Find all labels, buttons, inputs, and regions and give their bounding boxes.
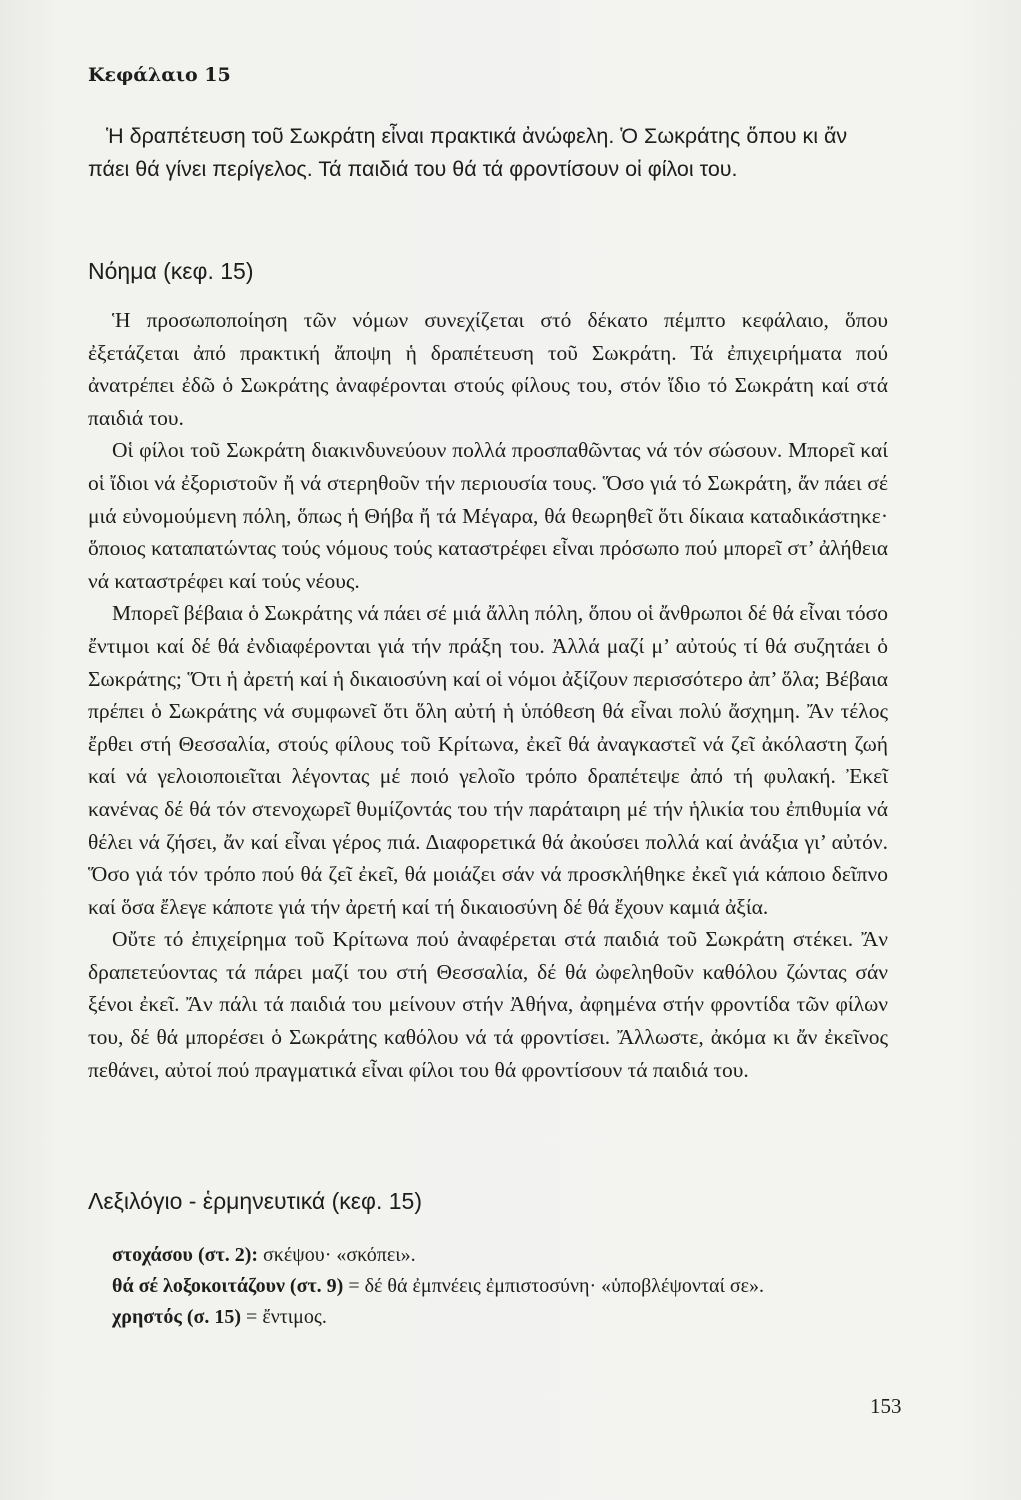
glossary-definition: = δέ θά ἐμπνέεις ἐμπιστοσύνη· «ὑποβλέψονταί σε». <box>343 1275 765 1297</box>
noima-body <box>88 304 888 1086</box>
glossary-entry <box>88 1240 888 1271</box>
glossary-term: στοχάσου (στ. 2): <box>112 1244 259 1266</box>
glossary-term: χρηστός (σ. 15) <box>112 1306 242 1328</box>
paragraph: Οἱ φίλοι τοῦ Σωκράτη διακινδυνεύουν πολλά προσπαθῶντας νά τόν σώσουν. Μπορεῖ καί οἱ ἴδιοι νά ἐξοριστοῦν ἤ νά στερηθοῦν τήν περιουσία τους. Ὅσο γιά τό Σωκράτη, ἄν πάει σέ μιά εὐνομούμενη πόλη, ὅπως ἡ Θήβα ἤ τά Μέγαρα, θά θεωρηθεῖ ὅτι δίκαια καταδικάστηκε· ὅποιος καταπατώντας τούς νόμους τούς καταστρέφει εἶναι πρόσωπο πού μπορεῖ στ’ ἀλήθεια νά καταστρέφει καί τούς νέους. <box>88 438 888 593</box>
glossary-entry <box>88 1271 888 1302</box>
chapter-label: Κεφάλαιο 15 <box>88 64 231 86</box>
lexilogio-heading: Λεξιλόγιο - ἑρμηνευτικά (κεφ. 15) <box>88 1188 422 1214</box>
glossary-term: θά σέ λοξοκοιτάζουν (στ. 9) <box>112 1275 344 1297</box>
glossary <box>88 1240 888 1333</box>
glossary-definition: σκέψου· «σκόπει». <box>258 1244 416 1266</box>
glossary-definition: = ἔντιμος. <box>241 1306 327 1328</box>
paragraph: Ἡ προσωποποίηση τῶν νόμων συνεχίζεται στό δέκατο πέμπτο κεφάλαιο, ὅπου ἐξετάζεται ἀπό πρακτική ἄποψη ἡ δραπέτευση τοῦ Σωκράτη. Τά ἐπιχειρήματα πού ἀνατρέπει ἐδῶ ὁ Σωκράτης ἀναφέρονται στούς φίλους του, στόν ἴδιο τό Σωκράτη καί στά παιδιά του. <box>88 308 888 430</box>
paragraph: Οὔτε τό ἐπιχείρημα τοῦ Κρίτωνα πού ἀναφέρεται στά παιδιά τοῦ Σωκράτη στέκει. Ἄν δραπετεύοντας τά πάρει μαζί του στή Θεσσαλία, δέ θά ὠφεληθοῦν καθόλου ζώντας σάν ξένοι ἐκεῖ. Ἄν πάλι τά παιδιά του μείνουν στήν Ἀθήνα, ἀφημένα στήν φροντίδα τῶν φίλων του, δέ θά μπορέσει ὁ Σωκράτης καθόλου νά τά φροντίσει. Ἄλλωστε, ἀκόμα κι ἄν ἐκεῖνος πεθάνει, αὐτοί πού πραγματικά εἶναι φίλοι του θά φροντίσουν τά παιδιά του. <box>88 927 888 1082</box>
glossary-entry <box>88 1302 888 1333</box>
page-number: 153 <box>870 1394 902 1418</box>
noima-heading: Νόημα (κεφ. 15) <box>88 258 254 284</box>
chapter-summary: Ἡ δραπέτευση τοῦ Σωκράτη εἶναι πρακτικά ἀνώφελη. Ὁ Σωκράτης ὅπου κι ἄν πάει θά γίνει περίγελος. Τά παιδιά του θά τά φροντίσουν οἱ φίλοι του. <box>88 124 848 181</box>
paragraph: Μπορεῖ βέβαια ὁ Σωκράτης νά πάει σέ μιά ἄλλη πόλη, ὅπου οἱ ἄνθρωποι δέ θά εἶναι τόσο ἔντιμοι καί δέ θά ἐνδιαφέρονται γιά τήν πράξη του. Ἀλλά μαζί μ’ αὐτούς τί θά συζητάει ὁ Σωκράτης; Ὅτι ἡ ἀρετή καί ἡ δικαιοσύνη καί οἱ νόμοι ἀξίζουν περισσότερο ἀπ’ ὅλα; Βέβαια πρέπει ὁ Σωκράτης νά συμφωνεῖ ὅτι ὅλη αὐτή ἡ ὑπόθεση θά εἶναι πολύ ἄσχημη. Ἄν τέλος ἔρθει στή Θεσσαλία, στούς φίλους τοῦ Κρίτωνα, ἐκεῖ θά ἀναγκαστεῖ νά ζεῖ ἀκόλαστη ζωή καί νά γελοιοποιεῖται λέγοντας μέ ποιό γελοῖο τρόπο δραπέτεψε ἀπό τή φυλακή. Ἐκεῖ κανένας δέ θά τόν στενοχωρεῖ θυμίζοντάς του τήν παράταιρη μέ τήν ἡλικία του ἐπιθυμία νά θέλει νά ζήσει, ἄν καί εἶναι γέρος πιά. Διαφορετικά θά ἀκούσει πολλά καί ἀνάξια γι’ αὐτόν. Ὅσο γιά τόν τρόπο πού θά ζεῖ ἐκεῖ, θά μοιάζει σάν νά προσκλήθηκε ἐκεῖ γιά κάποιο δεῖπνο καί ὅσα ἔλεγε κάποτε γιά τήν ἀρετή καί τή δικαιοσύνη δέ θά ἔχουν καμιά ἀξία. <box>88 601 888 919</box>
